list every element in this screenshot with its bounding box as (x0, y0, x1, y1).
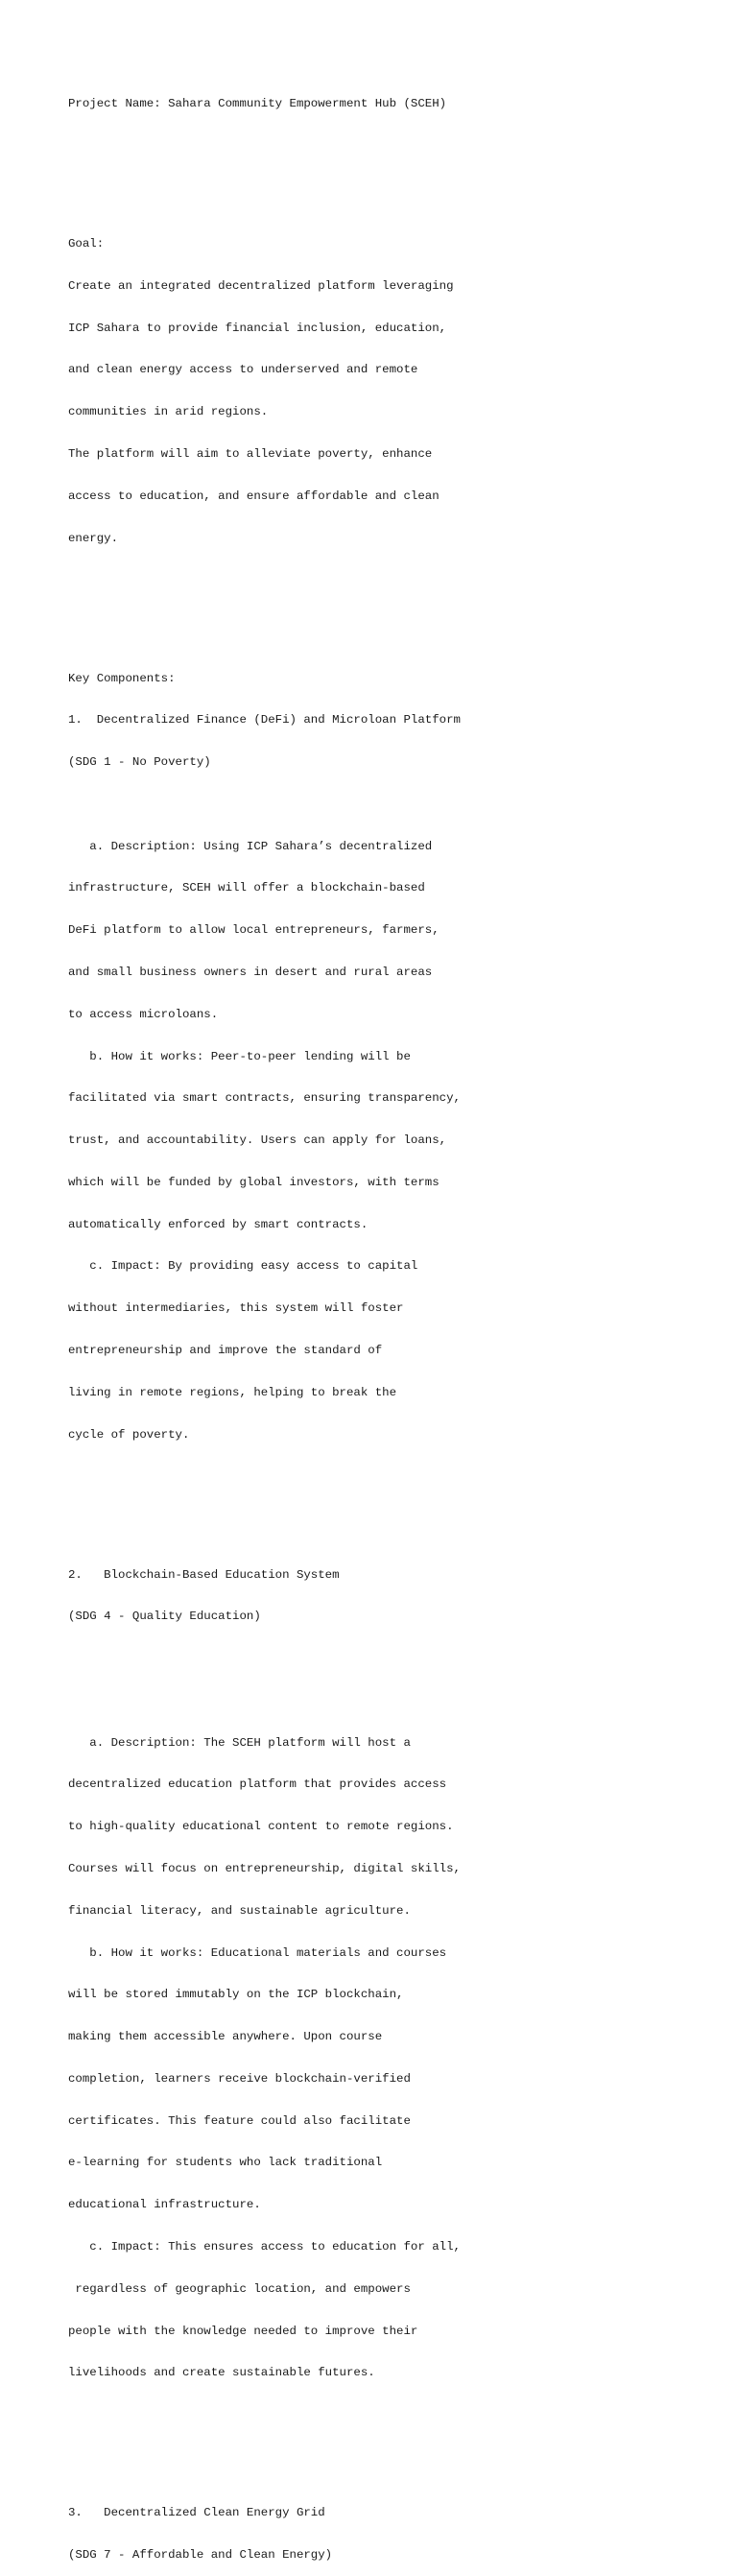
component-1-line: living in remote regions, helping to break the (68, 1385, 397, 1399)
component-2-line: to high-quality educational content to remote regions. (68, 1820, 454, 1834)
component-2-line: e-learning for students who lack traditional (68, 2156, 383, 2170)
project-name-line: Project Name: Sahara Community Empowerment Hub (SCEH) (68, 97, 447, 111)
goal-line: The platform will aim to alleviate poverty, enhance (68, 447, 433, 462)
goal-heading: Goal: (68, 237, 105, 251)
component-2-line: regardless of geographic location, and empowers (68, 2281, 411, 2296)
component-2-line: decentralized education platform that provides access (68, 1777, 447, 1792)
key-components-heading: Key Components: (68, 671, 176, 685)
component-2-line: people with the knowledge needed to improve their (68, 2324, 418, 2338)
component-2-line: making them accessible anywhere. Upon course (68, 2030, 383, 2044)
component-1-line: infrastructure, SCEH will offer a blockchain-based (68, 881, 425, 895)
blank-line (68, 1694, 721, 1708)
component-1-line: without intermediaries, this system will foster (68, 1301, 404, 1316)
goal-line: Create an integrated decentralized platform leveraging (68, 278, 454, 293)
blank-line (68, 1512, 721, 1526)
component-2-line: completion, learners receive blockchain-verified (68, 2071, 411, 2086)
goal-line: communities in arid regions. (68, 405, 269, 419)
component-2-line: a. Description: The SCEH platform will host a (68, 1735, 411, 1750)
blank-line (68, 2450, 721, 2465)
component-1-line: to access microloans. (68, 1007, 219, 1021)
component-1-line: a. Description: Using ICP Sahara’s decentralized (68, 839, 433, 853)
component-1-line: entrepreneurship and improve the standard of (68, 1344, 383, 1358)
blank-line (68, 1469, 721, 1484)
component-1-line: DeFi platform to allow local entrepreneurs, farmers, (68, 923, 440, 938)
component-2-sdg: (SDG 4 - Quality Education) (68, 1610, 261, 1624)
component-1-line: cycle of poverty. (68, 1427, 190, 1442)
component-1-line: c. Impact: By providing easy access to capital (68, 1259, 418, 1274)
component-2-line: educational infrastructure. (68, 2198, 261, 2212)
component-3-title: 3. Decentralized Clean Energy Grid (68, 2506, 325, 2520)
goal-line: energy. (68, 531, 119, 545)
component-1-line: and small business owners in desert and rural areas (68, 966, 433, 979)
component-2-line: financial literacy, and sustainable agriculture. (68, 1903, 411, 1918)
component-2-line: b. How it works: Educational materials and courses (68, 1945, 447, 1960)
goal-line: ICP Sahara to provide financial inclusion, education, (68, 321, 447, 335)
component-1-line: b. How it works: Peer-to-peer lending will be (68, 1049, 411, 1063)
component-2-line: c. Impact: This ensures access to education for all, (68, 2240, 461, 2254)
blank-line (68, 573, 721, 587)
blank-line (68, 181, 721, 196)
goal-line: access to education, and ensure affordable and clean (68, 489, 440, 503)
component-1-line: which will be funded by global investors, with terms (68, 1175, 440, 1189)
component-1-line: trust, and accountability. Users can apply for loans, (68, 1133, 447, 1148)
blank-line (68, 798, 721, 812)
document-page (68, 69, 721, 2576)
blank-line (68, 615, 721, 630)
component-2-line: will be stored immutably on the ICP blockchain, (68, 1988, 404, 2002)
goal-line: and clean energy access to underserved and remote (68, 363, 418, 377)
blank-line (68, 2408, 721, 2422)
component-1-line: automatically enforced by smart contracts. (68, 1217, 368, 1231)
blank-line (68, 139, 721, 154)
component-2-line: certificates. This feature could also facilitate (68, 2113, 411, 2128)
component-3-sdg: (SDG 7 - Affordable and Clean Energy) (68, 2548, 333, 2563)
component-1-line: facilitated via smart contracts, ensuring transparency, (68, 1091, 461, 1106)
component-1-sdg: (SDG 1 - No Poverty) (68, 755, 211, 770)
component-2-line: Courses will focus on entrepreneurship, digital skills, (68, 1862, 461, 1875)
blank-line (68, 1652, 721, 1666)
component-2-title: 2. Blockchain-Based Education System (68, 1567, 340, 1582)
component-2-line: livelihoods and create sustainable futures. (68, 2366, 375, 2380)
component-1-title: 1. Decentralized Finance (DeFi) and Microloan Platform (68, 713, 461, 727)
